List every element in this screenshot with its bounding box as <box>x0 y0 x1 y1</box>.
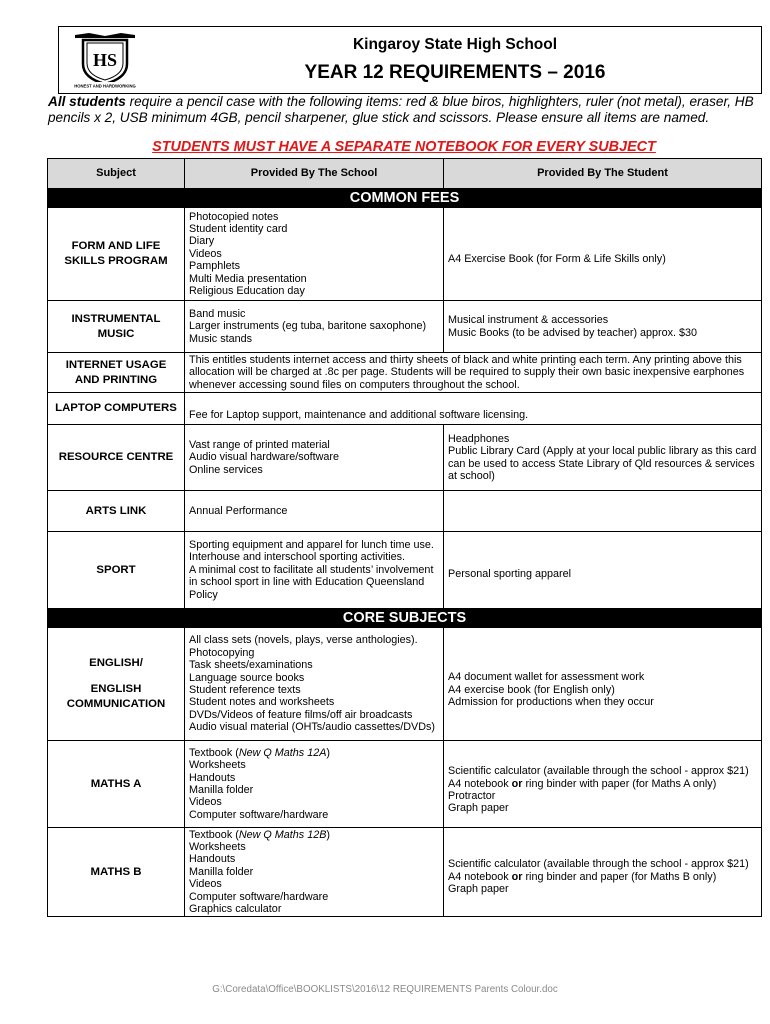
document-header <box>58 26 762 94</box>
school-items: Worksheets Handouts Manilla folder Videos Computer software/hardware <box>189 759 329 821</box>
merged-provided-cell: Fee for Laptop support, maintenance and additional software licensing. <box>185 393 762 425</box>
school-provided-cell <box>185 741 444 828</box>
merged-provided-cell: This entitles students internet access and thirty sheets of black and white printing each term. Any printing above this allocation will be charged at .8c per page. Students will be required to supply their own basic inexpensive earphones whenever accessing sound files on computers throughout the school. <box>185 353 762 393</box>
subject-cell: RESOURCE CENTRE <box>48 425 185 491</box>
student-provided-cell: A4 Exercise Book (for Form & Life Skills only) <box>444 208 762 301</box>
table-row <box>48 393 762 425</box>
svg-text:HONEST AND HARDWORKING: HONEST AND HARDWORKING <box>74 83 136 89</box>
student-provided-cell: A4 document wallet for assessment work A4 exercise book (for English only) Admission for productions when they occur <box>444 628 762 741</box>
table-row <box>48 208 762 301</box>
subject-name: ENGLISH/ <box>89 657 143 669</box>
student-provided-cell: Personal sporting apparel <box>444 532 762 609</box>
table-row <box>48 628 762 741</box>
table-row <box>48 741 762 828</box>
or-emphasis: or <box>511 870 523 883</box>
file-path-footer: G:\Coredata\Office\BOOKLISTS\2016\12 REQUIREMENTS Parents Colour.doc <box>212 984 558 995</box>
page-title: YEAR 12 REQUIREMENTS – 2016 <box>304 62 606 83</box>
or-emphasis: or <box>511 777 523 790</box>
student-provided-cell: Musical instrument & accessories Music Books (to be advised by teacher) approx. $30 <box>444 301 762 353</box>
subject-cell: LAPTOP COMPUTERS <box>48 393 185 425</box>
column-header-school: Provided By The School <box>185 159 444 189</box>
table-row <box>48 301 762 353</box>
table-row <box>48 828 762 917</box>
subject-cell: ARTS LINK <box>48 491 185 532</box>
school-provided-cell: Band music Larger instruments (eg tuba, baritone saxophone) Music stands <box>185 301 444 353</box>
textbook-line: Textbook (New Q Maths 12B) <box>189 828 331 841</box>
school-name: Kingaroy State High School <box>352 36 558 53</box>
column-header-subject: Subject <box>48 159 185 189</box>
subject-cell <box>48 628 185 741</box>
section-core-subjects: CORE SUBJECTS <box>48 609 762 628</box>
student-provided-cell: Scientific calculator (available through the school - approx $21) A4 notebook or ring binder and paper (for Maths B only) Graph paper <box>444 828 762 917</box>
textbook-title: New Q Maths 12A <box>238 746 327 759</box>
svg-text:HS: HS <box>92 50 118 70</box>
school-provided-cell: Sporting equipment and apparel for lunch time use. Interhouse and interschool sporting activities. A minimal cost to facilitate all students’ involvement in school sport in line with Education Queensland Policy <box>185 532 444 609</box>
requirements-table <box>47 158 762 917</box>
intro-text: require a pencil case with the following items: red & blue biros, highlighters, ruler (not metal), eraser, HB pencils x 2, USB minimum 4GB, pencil sharpener, glue stick and scissors. Please ensure all items are named. <box>48 94 754 125</box>
section-common-fees: COMMON FEES <box>48 189 762 208</box>
school-crest-logo <box>65 30 145 90</box>
column-header-student: Provided By The Student <box>444 159 762 189</box>
textbook-title: New Q Maths 12B <box>238 828 327 841</box>
subject-cell: INSTRUMENTAL MUSIC <box>48 301 185 353</box>
table-row <box>48 491 762 532</box>
subject-cell: SPORT <box>48 532 185 609</box>
notebook-notice: STUDENTS MUST HAVE A SEPARATE NOTEBOOK FOR EVERY SUBJECT <box>152 139 656 155</box>
subject-cell: INTERNET USAGE AND PRINTING <box>48 353 185 393</box>
subject-cell: MATHS B <box>48 828 185 917</box>
intro-lead: All students <box>48 94 126 109</box>
student-provided-cell <box>444 491 762 532</box>
table-header-row <box>48 159 762 189</box>
school-provided-cell: Photocopied notes Student identity card Diary Videos Pamphlets Multi Media presentation Religious Education day <box>185 208 444 301</box>
school-provided-cell: Vast range of printed material Audio visual hardware/software Online services <box>185 425 444 491</box>
school-items: Worksheets Handouts Manilla folder Videos Computer software/hardware Graphics calculator <box>189 840 329 916</box>
textbook-line: Textbook (New Q Maths 12A) <box>189 746 331 759</box>
table-row <box>48 353 762 393</box>
intro-paragraph <box>48 94 760 126</box>
student-provided-cell: Scientific calculator (available through the school - approx $21) A4 notebook or ring binder with paper (for Maths A only) Protractor Graph paper <box>444 741 762 828</box>
subject-cell: FORM AND LIFE SKILLS PROGRAM <box>48 208 185 301</box>
subject-cell: MATHS A <box>48 741 185 828</box>
subject-name-secondary: ENGLISH COMMUNICATION <box>66 683 166 710</box>
student-provided-cell: Headphones Public Library Card (Apply at your local public library as this card can be used to access State Library of Qld resources & services at school) <box>444 425 762 491</box>
table-row <box>48 532 762 609</box>
school-provided-cell: All class sets (novels, plays, verse anthologies). Photocopying Task sheets/examinations Language source books Student reference texts Student notes and worksheets DVDs/Videos of feature films/off air broadcasts Audio visual material (OHTs/audio cassettes/DVDs) <box>185 628 444 741</box>
school-provided-cell <box>185 828 444 917</box>
school-provided-cell: Annual Performance <box>185 491 444 532</box>
table-row <box>48 425 762 491</box>
